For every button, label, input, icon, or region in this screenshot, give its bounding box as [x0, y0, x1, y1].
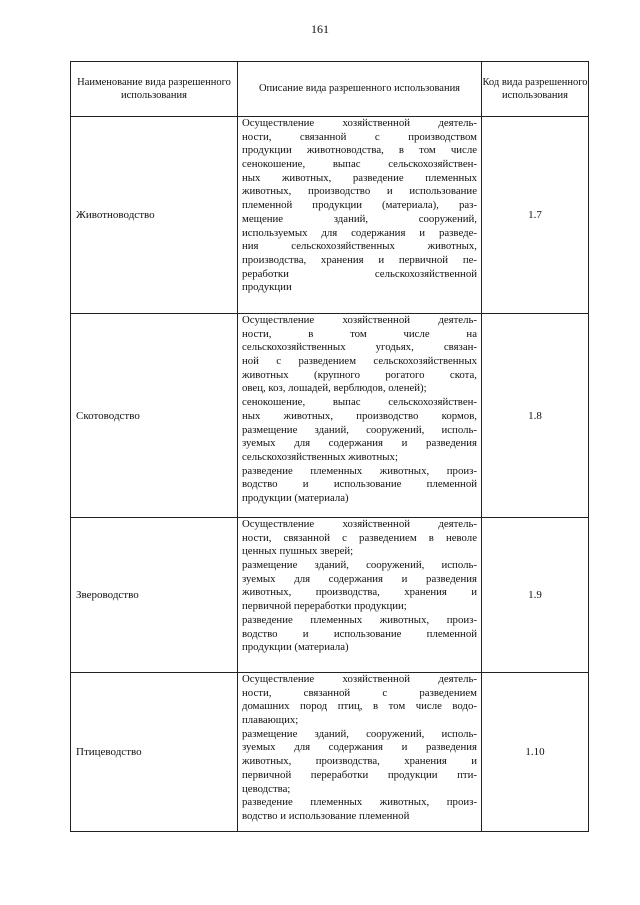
row-code: 1.9 — [482, 518, 589, 673]
description-line: зуемых для содержания и разведения — [242, 741, 477, 754]
row-code: 1.7 — [482, 117, 589, 314]
description-line: ности, связанной с разведением в неволе — [242, 531, 477, 544]
description-line: ных животных, производство кормов, — [242, 409, 477, 422]
description-line: Осуществление хозяйственной деятель- — [242, 314, 477, 326]
page-number: 161 — [311, 22, 329, 36]
row-description — [238, 673, 482, 832]
description-line: зуемых для содержания и разведения — [242, 572, 477, 585]
row-name: Животноводство — [71, 117, 238, 314]
description-line: первичной переработки продукции пти- — [242, 768, 477, 781]
description-line: размещение зданий, сооружений, исполь- — [242, 559, 477, 572]
header-name: Наименование вида разрешенного использования — [71, 62, 238, 117]
table-header-row — [71, 62, 589, 117]
description-line: производства, хранения и первичной пе- — [242, 253, 477, 266]
description-line: сельскохозяйственных животных; — [242, 450, 398, 463]
description-line: ности, связанной с разведением — [242, 686, 477, 699]
row-description — [238, 117, 482, 314]
description-line: продукции (материала) — [242, 641, 349, 654]
row-description — [238, 314, 482, 518]
description-line: Осуществление хозяйственной деятель- — [242, 673, 477, 685]
description-line: ности, связанной с производством — [242, 130, 477, 143]
description-line: овец, коз, лошадей, верблюдов, оленей); — [242, 382, 427, 395]
description-line: ности, в том числе на — [242, 327, 477, 340]
row-name: Скотоводство — [71, 314, 238, 518]
description-line: продукции животноводства, в том числе — [242, 144, 477, 157]
description-line: Осуществление хозяйственной деятель- — [242, 117, 477, 129]
description-line: водство и использование племенной — [242, 627, 477, 640]
description-line: размещение зданий, сооружений, исполь- — [242, 727, 477, 740]
description-line: первичной переработки продукции; — [242, 600, 407, 613]
description-line: разведение племенных животных, произ- — [242, 796, 477, 809]
table-row — [71, 117, 589, 314]
header-code: Код вида разрешенного использования — [482, 62, 589, 117]
description-line: мещение зданий, сооружений, — [242, 212, 477, 225]
row-description — [238, 518, 482, 673]
description-line: сенокошение, выпас сельскохозяйствен- — [242, 158, 477, 171]
description-line: продукции (материала) — [242, 491, 349, 504]
description-line: животных, производства, хранения и — [242, 755, 477, 768]
description-line: сенокошение, выпас сельскохозяйствен- — [242, 396, 477, 409]
description-line: размещение зданий, сооружений, исполь- — [242, 423, 477, 436]
description-line: водство и использование племенной — [242, 809, 410, 822]
land-use-table — [70, 61, 589, 832]
header-description: Описание вида разрешенного использования — [238, 62, 482, 117]
description-line: ценных пушных зверей; — [242, 545, 354, 558]
description-line: племенной продукции (материала), раз- — [242, 199, 477, 212]
description-line: реработки сельскохозяйственной — [242, 267, 477, 280]
row-name: Птицеводство — [71, 673, 238, 832]
row-code: 1.10 — [482, 673, 589, 832]
description-line: разведение племенных животных, произ- — [242, 464, 477, 477]
description-line: водство и использование племенной — [242, 478, 477, 491]
description-line: животных, производство и использование — [242, 185, 477, 198]
description-line: ных животных, разведение племенных — [242, 171, 477, 184]
table-row — [71, 518, 589, 673]
table-row — [71, 673, 589, 832]
row-code: 1.8 — [482, 314, 589, 518]
description-line: продукции — [242, 281, 292, 294]
description-line: животных, производства, хранения и — [242, 586, 477, 599]
description-line: зуемых для содержания и разведения — [242, 437, 477, 450]
description-line: используемых для содержания и разведе- — [242, 226, 477, 239]
row-name: Звероводство — [71, 518, 238, 673]
table-row — [71, 314, 589, 518]
description-line: разведение племенных животных, произ- — [242, 613, 477, 626]
description-line: цеводства; — [242, 782, 291, 795]
description-line: ной с разведением сельскохозяйственных — [242, 355, 477, 368]
description-line: сельскохозяйственных угодьях, связан- — [242, 341, 477, 354]
description-line: домашних пород птиц, в том числе водо- — [242, 700, 477, 713]
description-line: животных (крупного рогатого скота, — [242, 368, 477, 381]
description-line: Осуществление хозяйственной деятель- — [242, 518, 477, 530]
description-line: плавающих; — [242, 714, 299, 727]
description-line: ния сельскохозяйственных животных, — [242, 240, 477, 253]
